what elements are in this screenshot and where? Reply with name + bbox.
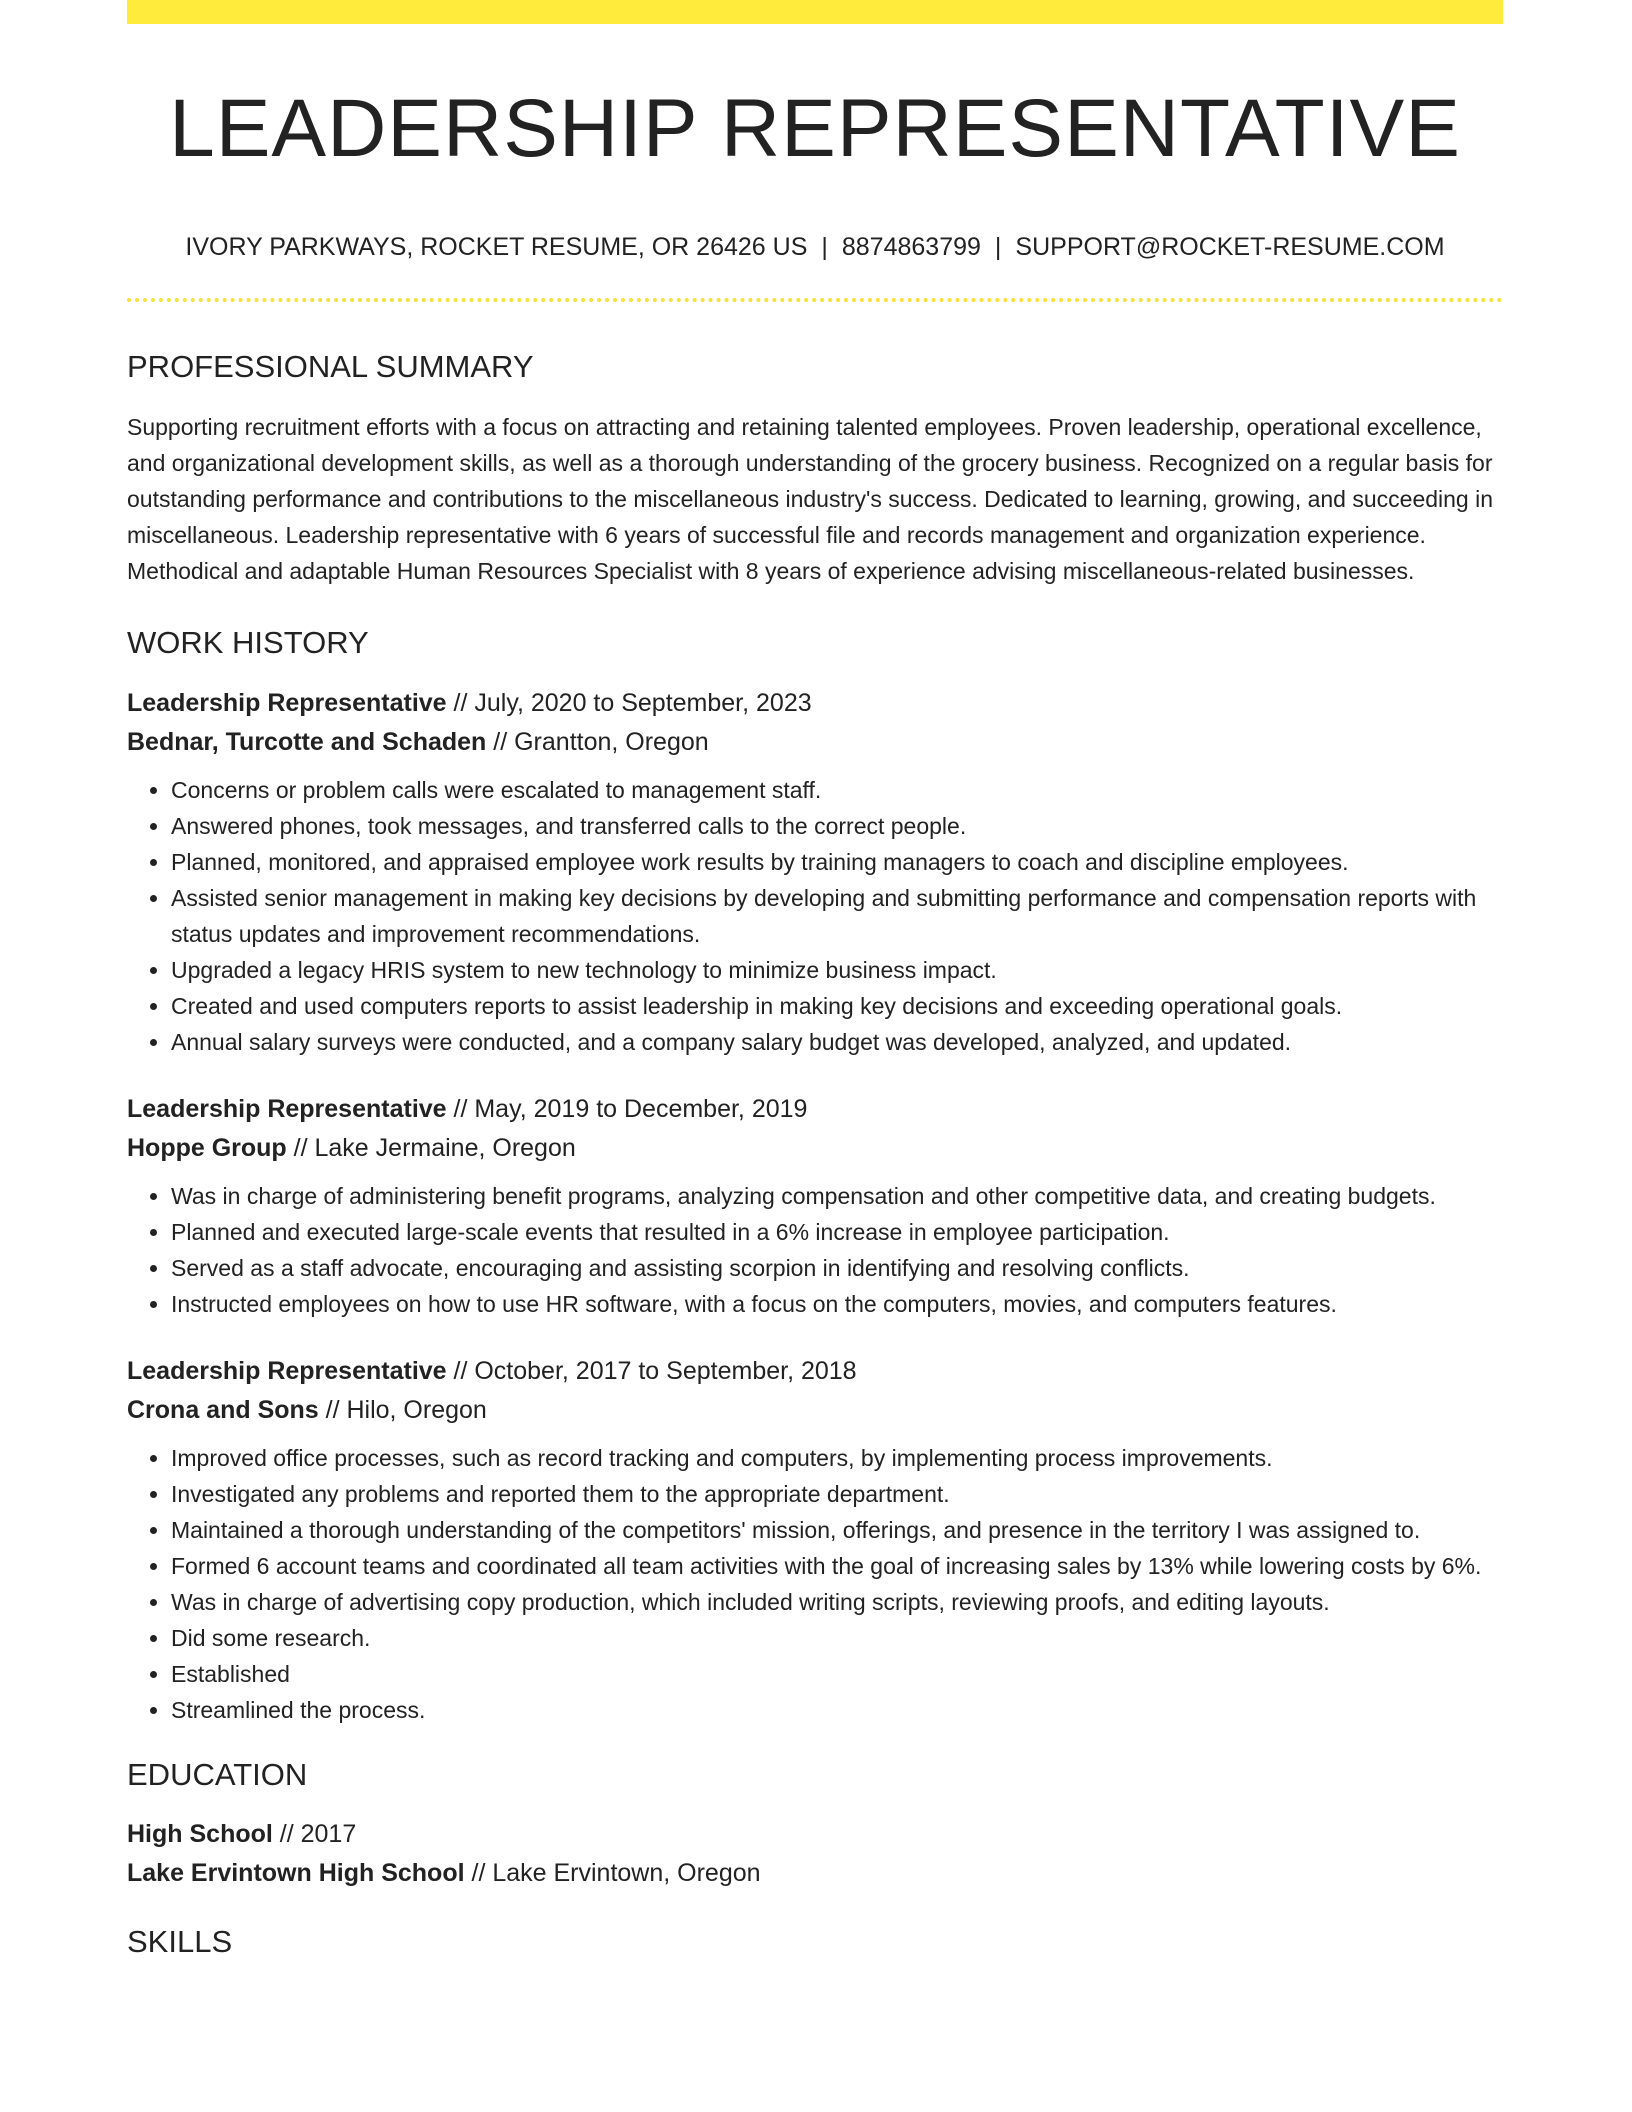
bullet-item: • Improved office processes, such as record tracking and computers, by implementing process improvements. [171, 1440, 1503, 1476]
job-bullets [127, 772, 1503, 1060]
bullet-item: • Served as a staff advocate, encouraging and assisting scorpion in identifying and resolving conflicts. [171, 1250, 1503, 1286]
contact-line [127, 232, 1503, 262]
bullet-item: • Concerns or problem calls were escalated to management staff. [171, 772, 1503, 808]
job-company-line [127, 1391, 1503, 1430]
company-location: // Grantton, Oregon [486, 727, 709, 756]
job-dates: // October, 2017 to September, 2018 [446, 1356, 857, 1385]
job-title-line [127, 1352, 1503, 1391]
page-title: LEADERSHIP REPRESENTATIVE [169, 83, 1461, 174]
bullet-item: • Answered phones, took messages, and transferred calls to the correct people. [171, 808, 1503, 844]
job-company-line [127, 1129, 1503, 1168]
bullet-item: • Did some research. [171, 1620, 1503, 1656]
job-entry [127, 1352, 1503, 1728]
job-role: Leadership Representative [127, 1094, 447, 1123]
skills-heading: SKILLS [127, 1923, 233, 1959]
bullet-item: • Assisted senior management in making key decisions by developing and submitting performance and compensation reports with status updates and improvement recommendations. [171, 880, 1503, 952]
job-bullets [127, 1178, 1503, 1322]
company-name: Hoppe Group [127, 1133, 287, 1162]
separator: | [821, 233, 828, 262]
bullet-item: • Annual salary surveys were conducted, and a company salary budget was developed, analyzed, and updated. [171, 1024, 1503, 1060]
bullet-item: • Was in charge of advertising copy production, which included writing scripts, reviewing proofs, and editing layouts. [171, 1584, 1503, 1620]
company-location: // Lake Jermaine, Oregon [286, 1133, 576, 1162]
company-location: // Hilo, Oregon [318, 1395, 487, 1424]
bullet-item: • Established [171, 1656, 1503, 1692]
bullet-item: • Investigated any problems and reported them to the appropriate department. [171, 1476, 1503, 1512]
school-line [127, 1854, 1503, 1893]
bullet-item: • Planned, monitored, and appraised employee work results by training managers to coach and discipline employees. [171, 844, 1503, 880]
bullet-item: • Instructed employees on how to use HR software, with a focus on the computers, movies, and computers features. [171, 1286, 1503, 1322]
job-dates: // May, 2019 to December, 2019 [446, 1094, 808, 1123]
job-title-line [127, 684, 1503, 723]
work-history-heading: WORK HISTORY [127, 625, 369, 661]
company-name: Crona and Sons [127, 1395, 319, 1424]
degree-name: High School [127, 1819, 273, 1848]
job-bullets [127, 1440, 1503, 1728]
resume-page [127, 0, 1503, 1960]
summary-heading: PROFESSIONAL SUMMARY [127, 349, 534, 385]
bullet-item: • Streamlined the process. [171, 1692, 1503, 1728]
job-dates: // July, 2020 to September, 2023 [446, 688, 812, 717]
address-text: IVORY PARKWAYS, ROCKET RESUME, OR 26426 US [185, 233, 808, 262]
job-company-line [127, 723, 1503, 762]
bullet-item: • Was in charge of administering benefit programs, analyzing compensation and other competitive data, and creating budgets. [171, 1178, 1503, 1214]
degree-line [127, 1815, 1503, 1854]
bullet-item: • Maintained a thorough understanding of the competitors' mission, offerings, and presence in the territory I was assigned to. [171, 1512, 1503, 1548]
education-heading: EDUCATION [127, 1756, 308, 1792]
header-divider [127, 298, 1503, 302]
job-role: Leadership Representative [127, 1356, 447, 1385]
bullet-item: • Formed 6 account teams and coordinated all team activities with the goal of increasing sales by 13% while lowering costs by 6%. [171, 1548, 1503, 1584]
separator: | [994, 233, 1002, 262]
bullet-item: • Created and used computers reports to assist leadership in making key decisions and exceeding operational goals. [171, 988, 1503, 1024]
education-entry [127, 1815, 1503, 1893]
job-title-line [127, 1090, 1503, 1129]
bullet-item: • Planned and executed large-scale events that resulted in a 6% increase in employee participation. [171, 1214, 1503, 1250]
degree-year: // 2017 [272, 1819, 357, 1848]
accent-bar [127, 0, 1503, 24]
phone-text: 8874863799 [841, 233, 981, 262]
job-list [127, 684, 1503, 1728]
summary-text: Supporting recruitment efforts with a focus on attracting and retaining talented employees. Proven leadership, operational excellence, and organizational development skills, as well as a thorough understanding of the grocery business. Recognized on a regular basis for outstanding performance and contributions to the miscellaneous industry's success. Dedicated to learning, growing, and succeeding in miscellaneous. Leadership representative with 6 years of successful file and records management and organization experience. Methodical and adaptable Human Resources Specialist with 8 years of experience advising miscellaneous-related businesses. [127, 414, 1494, 585]
bullet-item: • Upgraded a legacy HRIS system to new technology to minimize business impact. [171, 952, 1503, 988]
email-link[interactable]: SUPPORT@ROCKET-RESUME.COM [1015, 233, 1445, 262]
school-name: Lake Ervintown High School [127, 1858, 465, 1887]
school-location: // Lake Ervintown, Oregon [464, 1858, 761, 1887]
company-name: Bednar, Turcotte and Schaden [127, 727, 487, 756]
job-entry [127, 1090, 1503, 1322]
job-role: Leadership Representative [127, 688, 447, 717]
job-entry [127, 684, 1503, 1060]
